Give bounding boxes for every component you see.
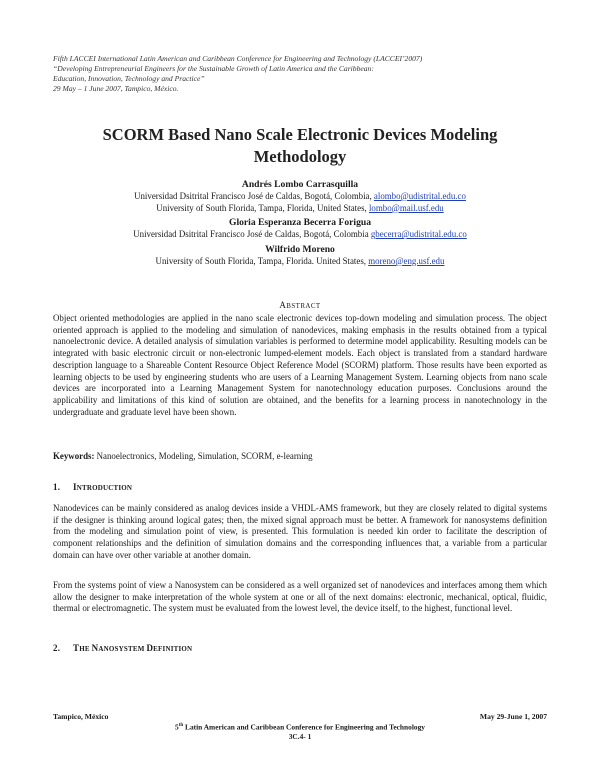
author-block [40,179,560,268]
footer-conference: 5th Latin American and Caribbean Conference for Engineering and Technology 3C.4- 1 [0,721,600,742]
intro-paragraph: From the systems point of view a Nanosystem can be considered as a well organized set of nanodevices and interfaces among them which allow the designer to make interpretation of the whole system at one or all of the next domains: electronic, mechanical, optical, fluidic, thermal or electromagnetic. The system must be evaluated from the lowest level, the device itself, to the highest, functional level. [53,580,547,614]
header-line: Fifth LACCEI International Latin American and Caribbean Conference for Engineering and Technology (LACCEI’2007) [53,54,423,63]
title-line: Methodology [253,147,347,166]
footer-location: Tampico, México [53,712,109,721]
author-email-link[interactable]: moreno@eng.usf.edu [368,255,445,266]
keywords-text: Nanoelectronics, Modeling, Simulation, SCORM, e-learning [94,451,313,461]
author-name: Gloria Esperanza Becerra Forigua [228,217,371,229]
author-name: Wilfrido Moreno [265,243,335,255]
paper-title [40,124,560,168]
header-line: “Developing Entrepreneurial Engineers for the Sustainable Growth of Latin America and the Caribbean: [53,64,374,73]
author-affiliation: Universidad Dsitrital Francisco José de Caldas, Bogotá, Colombia, alombo@udistrital.edu.co [134,190,466,201]
page-number: 3C.4- 1 [288,732,312,742]
author-email-link[interactable]: lombo@mail.usf.edu [368,202,444,213]
footer-date: May 29-June 1, 2007 [479,712,547,721]
author-affiliation: University of South Florida, Tampa, Florida. United States, moreno@eng.usf.edu [155,255,445,266]
section-heading-nanosystem-definition: 2. THE NANOSYSTEM DEFINITION [53,643,193,653]
abstract-text: Object oriented methodologies are applied in the nano scale electronic devices top-down modeling and simulation process. The object oriented approach is applied to the modeling and simulation of nanodevices, making emphasis in the results obtained from a typical nanoelectronic device. A detailed analysis of simulation variables is performed to determine model applicability. Resulting models can be integrated with basic electronic circuit or non-electronic lumped-element models. Each object is translated from a standard hardware description language to a Shareable Content Resource Object Reference Model (SCORM) platform. Those results have been exported as learning objects to be used by engineering students who are users of a Learning Management System. Learning objects from nano scale devices are incorporated into a Learning Management System for nanotechnology education purposes. Conclusions around the applicability and limitations of this kind of solution are obtained, and the benefits for a learning process in nanotechnology in the undergraduate and graduate level have been shown. [53,313,547,417]
author-email-link[interactable]: alombo@udistrital.edu.co [373,190,466,201]
title-line: SCORM Based Nano Scale Electronic Devices Modeling [102,125,498,144]
header-line: 29 May – 1 June 2007, Tampico, México. [53,84,179,93]
conference-header [53,54,553,94]
abstract-heading: ABSTRACT [279,300,321,310]
keywords-label: Keywords: [53,451,95,461]
header-line: Education, Innovation, Technology and Practice” [53,74,205,83]
keywords-line [53,451,547,463]
author-affiliation: University of South Florida, Tampa, Florida, United States, lombo@mail.usf.edu [156,202,444,213]
intro-paragraph: Nanodevices can be mainly considered as analog devices inside a VHDL-AMS framework, but they are closely related to digital systems if the designer is thinking around logical gates; then, the mixed signal approach must be better. A framework for nanosystems definition from the modeling and simulation point of view, is presented. This formulation is needed kin order to facilitate the description of component relationships and the definition of simulation domains and the corresponding influences that, a variable from a particular domain can have over other variable at another domain. [53,503,547,560]
section-heading-introduction: 1. INTRODUCTION [53,482,133,492]
author-affiliation: Universidad Dsitrital Francisco José de Caldas, Bogotá, Colombia gbecerra@udistrital.edu.co [133,229,467,240]
author-name: Andrés Lombo Carrasquilla [241,179,359,190]
author-email-link[interactable]: gbecerra@udistrital.edu.co [370,229,467,240]
